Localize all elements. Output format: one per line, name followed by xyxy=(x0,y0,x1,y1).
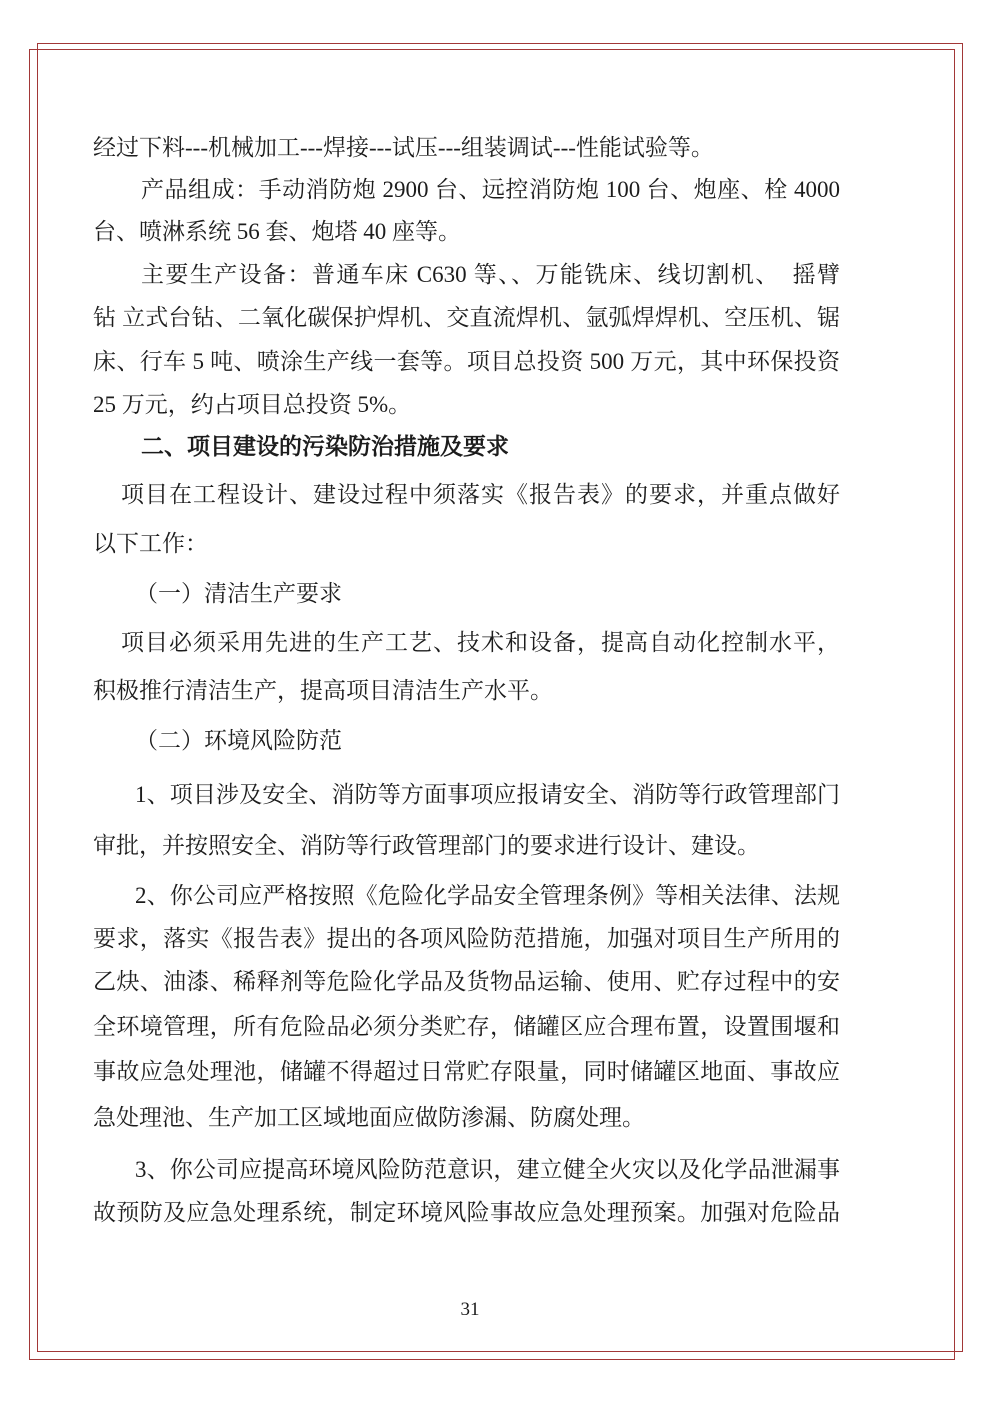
text-line: 积极推行清洁生产，提高项目清洁生产水平。 xyxy=(93,678,553,703)
subsection-heading: （一）清洁生产要求 xyxy=(135,581,342,606)
text-line: 项目在工程设计、建设过程中须落实《报告表》的要求，并重点做好 xyxy=(121,482,840,507)
text-line: 主要生产设备：普通车床 C630 等、、万能铣床、线切割机、 摇臂 xyxy=(141,262,840,287)
text-line: 要求，落实《报告表》提出的各项风险防范措施，加强对项目生产所用的 xyxy=(93,926,840,951)
text-line: 钻 立式台钻、二氧化碳保护焊机、交直流焊机、氩弧焊焊机、空压机、锯 xyxy=(93,305,840,330)
text-line: 床、行车 5 吨、喷涂生产线一套等。项目总投资 500 万元，其中环保投资 xyxy=(93,349,840,374)
text-line: 以下工作： xyxy=(93,531,208,556)
text-line: 1、项目涉及安全、消防等方面事项应报请安全、消防等行政管理部门 xyxy=(135,782,840,807)
text-line: 3、你公司应提高环境风险防范意识，建立健全火灾以及化学品泄漏事 xyxy=(135,1157,840,1182)
text-line: 项目必须采用先进的生产工艺、技术和设备，提高自动化控制水平， xyxy=(121,630,840,655)
text-line: 台、喷淋系统 56 套、炮塔 40 座等。 xyxy=(93,219,461,244)
text-line: 2、你公司应严格按照《危险化学品安全管理条例》等相关法律、法规 xyxy=(135,883,840,908)
text-line: 事故应急处理池，储罐不得超过日常贮存限量，同时储罐区地面、事故应 xyxy=(93,1059,840,1084)
document-body xyxy=(93,0,840,1403)
text-line: 乙炔、油漆、稀释剂等危险化学品及货物品运输、使用、贮存过程中的安 xyxy=(93,969,840,994)
text-line: 故预防及应急处理系统，制定环境风险事故应急处理预案。加强对危险品 xyxy=(93,1200,840,1225)
page-number: 31 xyxy=(460,1299,480,1320)
subsection-heading: （二）环境风险防范 xyxy=(135,728,342,753)
text-line: 审批，并按照安全、消防等行政管理部门的要求进行设计、建设。 xyxy=(93,833,760,858)
text-line: 经过下料---机械加工---焊接---试压---组装调试---性能试验等。 xyxy=(93,135,714,160)
text-line: 全环境管理，所有危险品必须分类贮存，储罐区应合理布置，设置围堰和 xyxy=(93,1014,840,1039)
text-line: 产品组成：手动消防炮 2900 台、远控消防炮 100 台、炮座、栓 4000 xyxy=(141,177,840,202)
section-heading: 二、项目建设的污染防治措施及要求 xyxy=(141,434,509,459)
text-line: 25 万元，约占项目总投资 5%。 xyxy=(93,392,412,417)
text-line: 急处理池、生产加工区域地面应做防渗漏、防腐处理。 xyxy=(93,1105,645,1130)
